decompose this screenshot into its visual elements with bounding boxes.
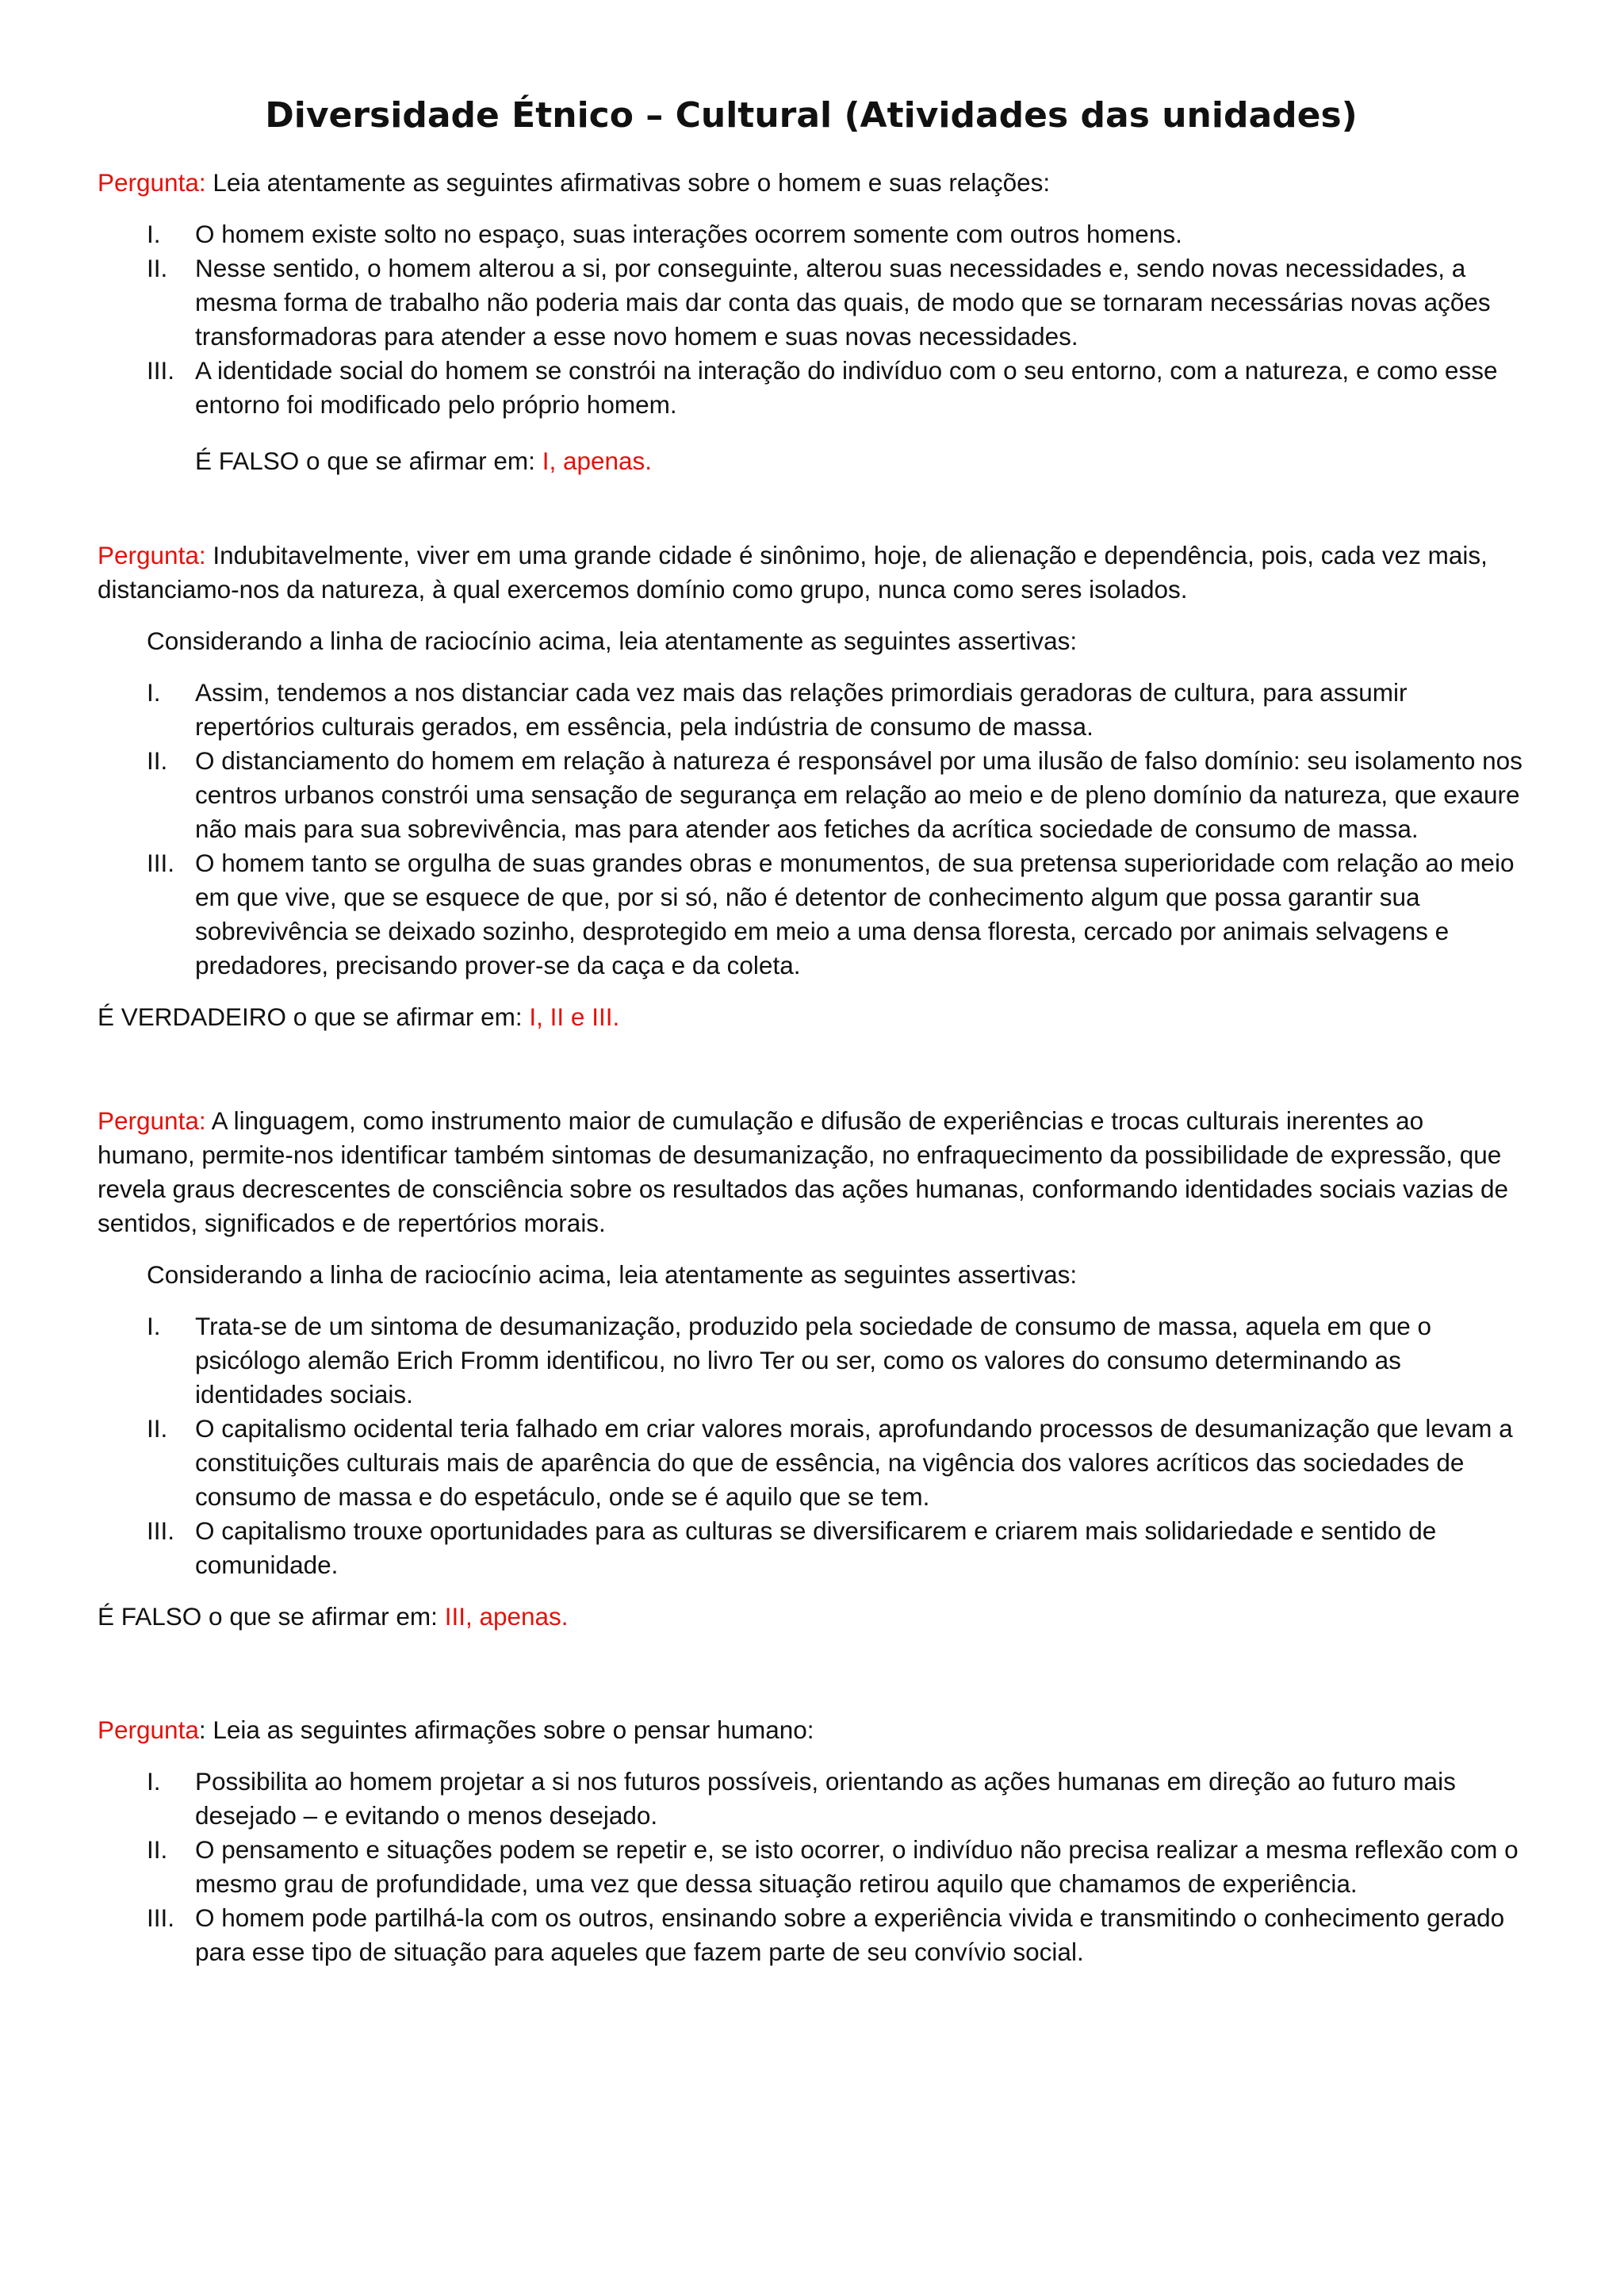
question-block-3 <box>98 1104 1525 1634</box>
assertion-number: III. <box>147 1903 175 1932</box>
question-body: Indubitavelmente, viver em uma grande cidade é sinônimo, hoje, de alienação e dependência, pois, cada vez mais, distanciamo-nos da natureza, à qual exercemos domínio como grupo, nunca como seres isolados. <box>98 541 1488 604</box>
question-label: Pergunta: <box>98 541 206 569</box>
assertion-text: Trata-se de um sintoma de desumanização, produzido pela sociedade de consumo de massa, aquela em que o psicólogo alemão Erich Fromm identificou, no livro Ter ou ser, como os valores do consumo determinando as identidades sociais. <box>195 1312 1432 1409</box>
assertion-item <box>98 676 1525 744</box>
answer-line <box>195 444 1525 478</box>
assertion-number: I. <box>147 1767 161 1796</box>
assertion-item <box>98 846 1525 983</box>
assertion-number: II. <box>147 1835 168 1864</box>
question-intro: Considerando a linha de raciocínio acima, leia atentamente as seguintes assertivas: <box>147 627 1078 655</box>
assertion-list <box>98 676 1525 983</box>
question-text <box>98 166 1525 200</box>
assertion-number: I. <box>147 1312 161 1340</box>
assertion-text: Possibilita ao homem projetar a si nos futuros possíveis, orientando as ações humanas em direção ao futuro mais desejado – e evitando o menos desejado. <box>195 1767 1456 1830</box>
assertion-item <box>98 1514 1525 1582</box>
question-block-1 <box>98 166 1525 478</box>
question-text <box>98 1713 1525 1747</box>
question-label: Pergunta: <box>98 168 206 197</box>
question-intro: Considerando a linha de raciocínio acima, leia atentamente as seguintes assertivas: <box>147 1260 1078 1289</box>
assertion-list <box>98 1765 1525 1969</box>
assertion-item <box>98 1901 1525 1969</box>
assertion-text: O homem existe solto no espaço, suas interações ocorrem somente com outros homens. <box>195 220 1182 248</box>
assertion-number: I. <box>147 678 161 707</box>
assertion-item <box>98 744 1525 846</box>
question-body: Leia atentamente as seguintes afirmativas sobre o homem e suas relações: <box>205 168 1051 197</box>
question-label: Pergunta <box>98 1715 199 1744</box>
answer-value: III, apenas. <box>444 1602 569 1631</box>
assertion-item <box>98 251 1525 354</box>
assertion-text: Assim, tendemos a nos distanciar cada vez mais das relações primordiais geradoras de cultura, para assumir repertórios culturais gerados, em essência, pela indústria de consumo de massa. <box>195 678 1408 741</box>
assertion-text: O capitalismo ocidental teria falhado em criar valores morais, aprofundando processos de desumanização que levam a constituições culturais mais de aparência do que de essência, na vigência dos valores acríticos das sociedades de consumo de massa e do espetáculo, onde se é aquilo que se tem. <box>195 1414 1513 1511</box>
question-label: Pergunta: <box>98 1106 206 1135</box>
assertion-list <box>98 217 1525 422</box>
answer-prefix: É FALSO o que se afirmar em: <box>98 1602 445 1631</box>
assertion-list <box>98 1309 1525 1582</box>
question-block-2 <box>98 539 1525 1034</box>
answer-value: I, apenas. <box>542 447 653 475</box>
assertion-number: III. <box>147 849 175 877</box>
assertion-number: II. <box>147 746 168 775</box>
question-body: A linguagem, como instrumento maior de cumulação e difusão de experiências e trocas culturais inerentes ao humano, permite-nos identificar também sintomas de desumanização, no enfraquecimento da possibilidade de expressão, que revela graus decrescentes de consciência sobre os resultados das ações humanas, conformando identidades sociais vazias de sentidos, significados e de repertórios morais. <box>98 1106 1509 1237</box>
answer-line <box>98 1600 1525 1634</box>
answer-value: I, II e III. <box>529 1002 620 1031</box>
assertion-item <box>98 1833 1525 1901</box>
question-body: : Leia as seguintes afirmações sobre o pensar humano: <box>198 1715 814 1744</box>
assertion-item <box>98 1309 1525 1412</box>
assertion-text: O homem tanto se orgulha de suas grandes obras e monumentos, de sua pretensa superioridade com relação ao meio em que vive, que se esquece de que, por si só, não é detentor de conhecimento algum que possa garantir sua sobrevivência se deixado sozinho, desprotegido em meio a uma densa floresta, cercado por animais selvagens e predadores, precisando prover-se da caça e da coleta. <box>195 849 1515 979</box>
answer-line <box>98 1000 1525 1034</box>
question-text <box>98 1104 1525 1240</box>
assertion-item <box>98 1412 1525 1514</box>
document-page <box>98 95 1525 1969</box>
answer-prefix: É FALSO o que se afirmar em: <box>195 447 542 475</box>
question-block-4 <box>98 1713 1525 1969</box>
assertion-text: O homem pode partilhá-la com os outros, ensinando sobre a experiência vivida e transmitindo o conhecimento gerado para esse tipo de situação para aqueles que fazem parte de seu convívio social. <box>195 1903 1505 1966</box>
assertion-number: II. <box>147 1414 168 1443</box>
assertion-text: O capitalismo trouxe oportunidades para as culturas se diversificarem e criarem mais solidariedade e sentido de comunidade. <box>195 1516 1437 1579</box>
assertion-text: Nesse sentido, o homem alterou a si, por conseguinte, alterou suas necessidades e, sendo novas necessidades, a mesma forma de trabalho não poderia mais dar conta das quais, de modo que se tornaram necessárias novas ações transformadoras para atender a esse novo homem e suas novas necessidades. <box>195 254 1491 351</box>
assertion-text: O pensamento e situações podem se repetir e, se isto ocorrer, o indivíduo não precisa realizar a mesma reflexão com o mesmo grau de profundidade, uma vez que dessa situação retirou aquilo que chamamos de experiência. <box>195 1835 1519 1898</box>
assertion-item <box>98 1765 1525 1833</box>
assertion-item <box>98 217 1525 251</box>
assertion-item <box>98 354 1525 422</box>
assertion-number: I. <box>147 220 161 248</box>
answer-prefix: É VERDADEIRO o que se afirmar em: <box>98 1002 530 1031</box>
assertion-number: III. <box>147 1516 175 1545</box>
page-title: Diversidade Étnico – Cultural (Atividades das unidades) <box>265 95 1358 136</box>
assertion-number: II. <box>147 254 168 282</box>
assertion-text: O distanciamento do homem em relação à natureza é responsável por uma ilusão de falso domínio: seu isolamento nos centros urbanos constrói uma sensação de segurança em relação ao meio e de pleno domínio da natureza, que exaure não mais para sua sobrevivência, mas para atender aos fetiches da acrítica sociedade de consumo de massa. <box>195 746 1522 843</box>
assertion-number: III. <box>147 356 175 385</box>
question-text <box>98 539 1525 607</box>
assertion-text: A identidade social do homem se constrói na interação do indivíduo com o seu entorno, com a natureza, e como esse entorno foi modificado pelo próprio homem. <box>195 356 1498 419</box>
